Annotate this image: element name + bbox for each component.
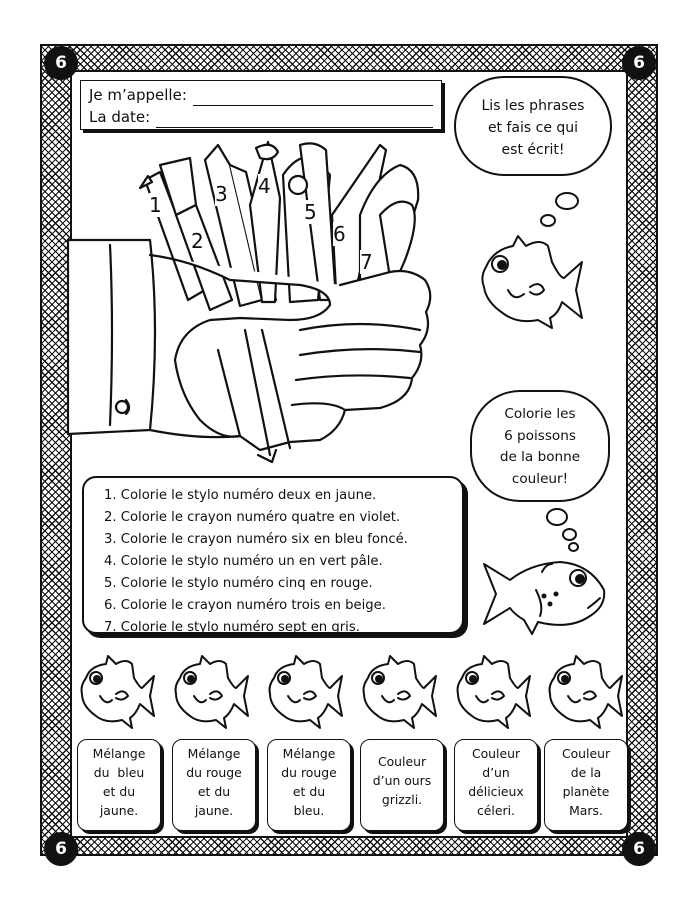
instruction-item: 1. Colorie le stylo numéro deux en jaune.	[104, 488, 377, 503]
clue-line: céleri.	[477, 803, 515, 818]
clue-box-4	[360, 739, 444, 831]
clue-line: jaune.	[99, 803, 139, 818]
clue-line: et du	[197, 784, 231, 799]
clue-line: et du	[102, 784, 136, 799]
clue-box-3	[267, 739, 351, 831]
fish-illustration	[480, 550, 610, 640]
clue-line: délicieux	[468, 784, 524, 799]
instruction-item: 3. Colorie le crayon numéro six en bleu foncé.	[104, 532, 408, 547]
pen-number-1: 1	[149, 193, 162, 217]
clue-box-5	[454, 739, 538, 831]
instructions-box	[82, 476, 464, 634]
page-number-bottom-left: 6	[44, 832, 78, 866]
instruction-item: 4. Colorie le stylo numéro un en vert pâle.	[104, 554, 383, 569]
page-number-top-left: 6	[44, 46, 78, 80]
date-label: La date:	[89, 108, 151, 126]
clue-box-2	[172, 739, 256, 831]
thought-puff	[555, 192, 579, 210]
clue-line: jaune.	[194, 803, 234, 818]
clue-line: Couleur	[471, 746, 521, 761]
thought-bubble-read	[454, 76, 612, 176]
instruction-item: 2. Colorie le crayon numéro quatre en violet.	[104, 510, 401, 525]
pen-number-2: 2	[191, 229, 204, 253]
clue-line: de la	[570, 765, 602, 780]
clue-line: Couleur	[377, 754, 427, 769]
page-number-top-right: 6	[622, 46, 656, 80]
instruction-item: 6. Colorie le crayon numéro trois en beige.	[104, 598, 386, 613]
pen-number-7: 7	[360, 250, 373, 274]
fish-to-color-1[interactable]	[78, 654, 158, 734]
page-number-bottom-right: 6	[622, 832, 656, 866]
instruction-item: 5. Colorie le stylo numéro cinq en rouge.	[104, 576, 373, 591]
pen-number-4: 4	[258, 174, 271, 198]
clue-line: du bleu	[93, 765, 145, 780]
pen-number-3: 3	[215, 182, 228, 206]
bubble-color-line2: 6 poissons	[504, 427, 576, 444]
pen-number-6: 6	[333, 222, 346, 246]
clue-line: Mélange	[92, 746, 146, 761]
fish-to-color-2[interactable]	[172, 654, 252, 734]
bubble-color-line3: de la bonne	[499, 449, 581, 465]
thought-bubble-color	[470, 390, 610, 502]
thought-puff	[562, 528, 577, 541]
clue-box-6	[544, 739, 628, 831]
clue-line: Couleur	[561, 746, 611, 761]
bubble-read-line3: est écrit!	[501, 142, 565, 158]
clue-line: d’un ours	[372, 773, 432, 788]
fish-to-color-4[interactable]	[360, 654, 440, 734]
clue-line: planète	[562, 784, 610, 799]
pen-number-5: 5	[304, 200, 317, 224]
clue-line: et du	[292, 784, 326, 799]
fish-to-color-5[interactable]	[454, 654, 534, 734]
name-label: Je m’appelle:	[89, 86, 187, 104]
instruction-item: 7. Colorie le stylo numéro sept en gris.	[104, 620, 360, 635]
bubble-read-line2: et fais ce qui	[487, 120, 579, 136]
thought-puff	[546, 508, 568, 526]
fish-to-color-6[interactable]	[546, 654, 626, 734]
fish-to-color-3[interactable]	[266, 654, 346, 734]
clue-box-1	[77, 739, 161, 831]
bubble-color-line4: couleur!	[511, 470, 569, 487]
bubble-color-line1: Colorie les	[504, 406, 576, 422]
clue-line: du rouge	[186, 765, 242, 780]
clue-line: bleu.	[293, 803, 325, 818]
fish-illustration	[478, 232, 588, 332]
clue-line: grizzli.	[381, 792, 423, 807]
clue-line: Mélange	[282, 746, 336, 761]
bubble-read-line1: Lis les phrases	[481, 98, 585, 114]
thought-puff	[540, 214, 556, 227]
clue-line: Mars.	[569, 803, 603, 818]
clue-line: d’un	[482, 765, 510, 780]
clue-line: du rouge	[281, 765, 337, 780]
clue-line: Mélange	[187, 746, 241, 761]
